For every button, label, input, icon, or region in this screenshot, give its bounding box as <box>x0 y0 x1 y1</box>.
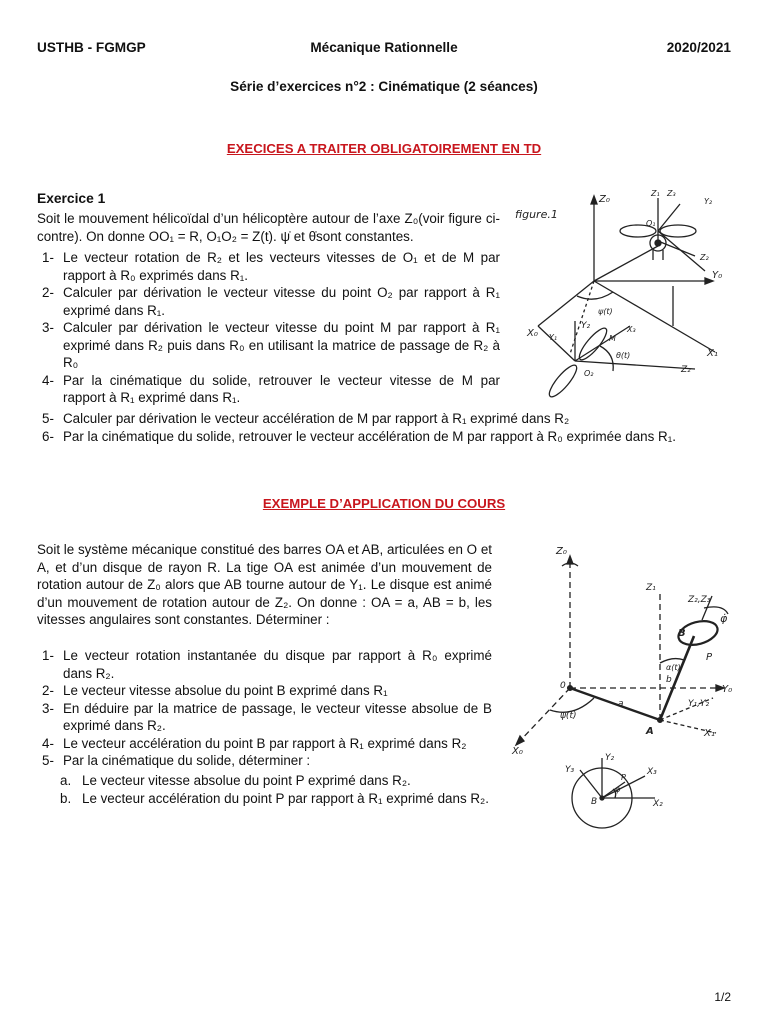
svg-text:X₁: X₁ <box>707 348 718 359</box>
svg-text:0: 0 <box>560 681 566 691</box>
link-low <box>538 326 575 361</box>
svg-text:Y₁: Y₁ <box>549 333 558 342</box>
svg-text:X₀: X₀ <box>512 746 523 757</box>
exercise-title: Exercice 1 <box>37 191 106 206</box>
list-item: 2- Calculer par dérivation le vecteur vitesse du point O₂ par rapport à R₁ exprimé dans R₁. <box>42 285 500 318</box>
svg-text:X₃: X₃ <box>647 767 657 777</box>
axis-z0-arrow <box>591 196 597 204</box>
svg-text:Y₁,Y₂: Y₁,Y₂ <box>688 699 710 709</box>
svg-text:X₀: X₀ <box>527 328 538 339</box>
header-year: 2020/2021 <box>666 40 731 55</box>
svg-text:Z₂,Z₃: Z₂,Z₃ <box>688 595 711 605</box>
point-a <box>658 718 663 723</box>
svg-text:B: B <box>678 628 686 639</box>
list-item: 2- Le vecteur vitesse absolue du point B exprimé dans R₁ <box>42 683 388 698</box>
svg-text:Z₀: Z₀ <box>556 546 567 557</box>
example-intro: Soit le système mécanique constitué des barres OA et AB, articulées en O et A, et d’un disque de rayon R. La tige OA est animée d’un mouvement de rotation autour de Z₀ alors que AB tourne autour de Y₁. Le disque est animé d’un mouvement de rotation autour de Z₂. On donne : OA = a, AB = b, les vitesses angulaires sont constantes. Déterminer : <box>37 542 492 627</box>
svg-text:X₁: X₁ <box>704 728 715 739</box>
svg-text:Z₂: Z₂ <box>700 253 709 262</box>
disc-figure <box>555 752 675 832</box>
rotor-blade-right <box>660 225 696 237</box>
list-item: 4- Par la cinématique du solide, retrouver le vecteur vitesse de M par rapport à R₁ exprimé dans R₁. <box>42 372 500 405</box>
list-item: 4- Le vecteur accélération du point B par rapport à R₁ exprimé dans R₂ <box>42 735 467 751</box>
svg-text:Y₂: Y₂ <box>704 197 713 206</box>
list-item: 5- Calculer par dérivation le vecteur accélération de M par rapport à R₁ exprimé dans R₂ <box>42 411 570 426</box>
header-course: Mécanique Rationnelle <box>310 40 458 55</box>
list-item: 3- Calculer par dérivation le vecteur vitesse du point M par rapport à R₁ exprimé dans R₂ puis dans R₀ en utilisant la matrice de passage de R₂ à R₀ <box>42 320 500 370</box>
svg-text:Y₀: Y₀ <box>712 270 723 281</box>
figure-label: figure.1 <box>515 208 558 221</box>
svg-text:X₂: X₂ <box>653 799 663 809</box>
svg-text:Y₂: Y₂ <box>581 321 591 331</box>
helicopter-center <box>655 240 661 246</box>
exercise-question-list <box>37 249 500 407</box>
svg-text:ψ(t): ψ(t) <box>598 307 613 316</box>
dashed-line <box>570 281 594 354</box>
series-title: Série d’exercices n°2 : Cinématique (2 séances) <box>230 79 538 94</box>
theta-arc <box>600 346 613 371</box>
svg-text:A: A <box>646 726 654 737</box>
svg-text:Y₃: Y₃ <box>565 765 575 775</box>
example-question-list <box>37 647 492 770</box>
section-title-example: EXEMPLE D’APPLICATION DU COURS <box>262 496 506 511</box>
exercise-intro: Soit le mouvement hélicoïdal d’un hélicoptère autour de l’axe Z₀(voir figure ci-contre). On donne OO₁ = R, O₁O₂ = Z(t). ψ̇ et θ̇sont constantes. <box>37 211 500 244</box>
axis-y2-top <box>658 204 680 231</box>
example-subquestion-list <box>60 772 530 807</box>
point-o <box>568 686 573 691</box>
list-item: a. Le vecteur vitesse absolue du point P exprimé dans R₂. <box>60 773 411 788</box>
svg-text:Z₁: Z₁ <box>651 189 660 198</box>
svg-text:a: a <box>618 699 624 709</box>
axis-y3 <box>580 770 602 798</box>
svg-text:ψ(t): ψ(t) <box>560 711 577 721</box>
list-item: 3- En déduire par la matrice de passage, le vecteur vitesse absolue de B exprimé dans R₂. <box>42 700 492 733</box>
svg-text:Y₀: Y₀ <box>722 684 733 695</box>
svg-text:α(t): α(t) <box>666 663 681 672</box>
mechanism-figure <box>498 538 760 770</box>
header-institution: USTHB - FGMGP <box>37 40 146 55</box>
svg-text:Y₂: Y₂ <box>605 753 615 763</box>
svg-text:P: P <box>621 773 626 782</box>
svg-text:θ(t): θ(t) <box>616 351 631 360</box>
rod-oa <box>570 688 660 720</box>
helicopter-figure <box>505 186 730 408</box>
axis-x0 <box>538 281 594 326</box>
list-item: 5- Par la cinématique du solide, déterminer : <box>42 753 311 768</box>
svg-text:b: b <box>666 675 672 685</box>
list-item: b. Le vecteur accélération du point P par rapport à R₁ exprimé dans R₂. <box>60 790 489 806</box>
psi-arc <box>577 292 613 299</box>
svg-text:Z₂: Z₂ <box>681 365 691 375</box>
list-item: 6- Par la cinématique du solide, retrouver le vecteur accélération de M par rapport à R₀ exprimée dans R₁. <box>42 428 676 444</box>
svg-text:O₂: O₂ <box>584 369 594 378</box>
page-number: 1/2 <box>714 990 731 1004</box>
svg-text:M: M <box>609 334 616 343</box>
blade-low-lower <box>546 362 581 400</box>
svg-text:Z₃: Z₃ <box>667 189 676 198</box>
axis-z2-low <box>575 361 695 369</box>
list-item: 1- Le vecteur rotation de R₂ et les vecteurs vitesses de O₁ et de M par rapport à R₀ exprimés dans R₁. <box>42 250 500 283</box>
section-title-td: EXECICES A TRAITER OBLIGATOIREMENT EN TD <box>226 141 542 156</box>
exercise-question-list-wide <box>37 410 737 445</box>
svg-text:Z₁: Z₁ <box>646 583 656 593</box>
list-item: 1- Le vecteur rotation instantanée du disque par rapport à R₀ exprimé dans R₂. <box>42 648 492 681</box>
svg-text:X₃: X₃ <box>627 325 636 334</box>
svg-text:φ: φ <box>615 785 621 794</box>
svg-text:B: B <box>591 797 598 807</box>
svg-text:Z₀: Z₀ <box>599 194 610 205</box>
svg-text:O₁: O₁ <box>646 219 656 228</box>
svg-text:φ̇: φ̇ <box>720 612 728 625</box>
rod-oo1 <box>594 246 658 281</box>
svg-text:P: P <box>706 652 713 663</box>
